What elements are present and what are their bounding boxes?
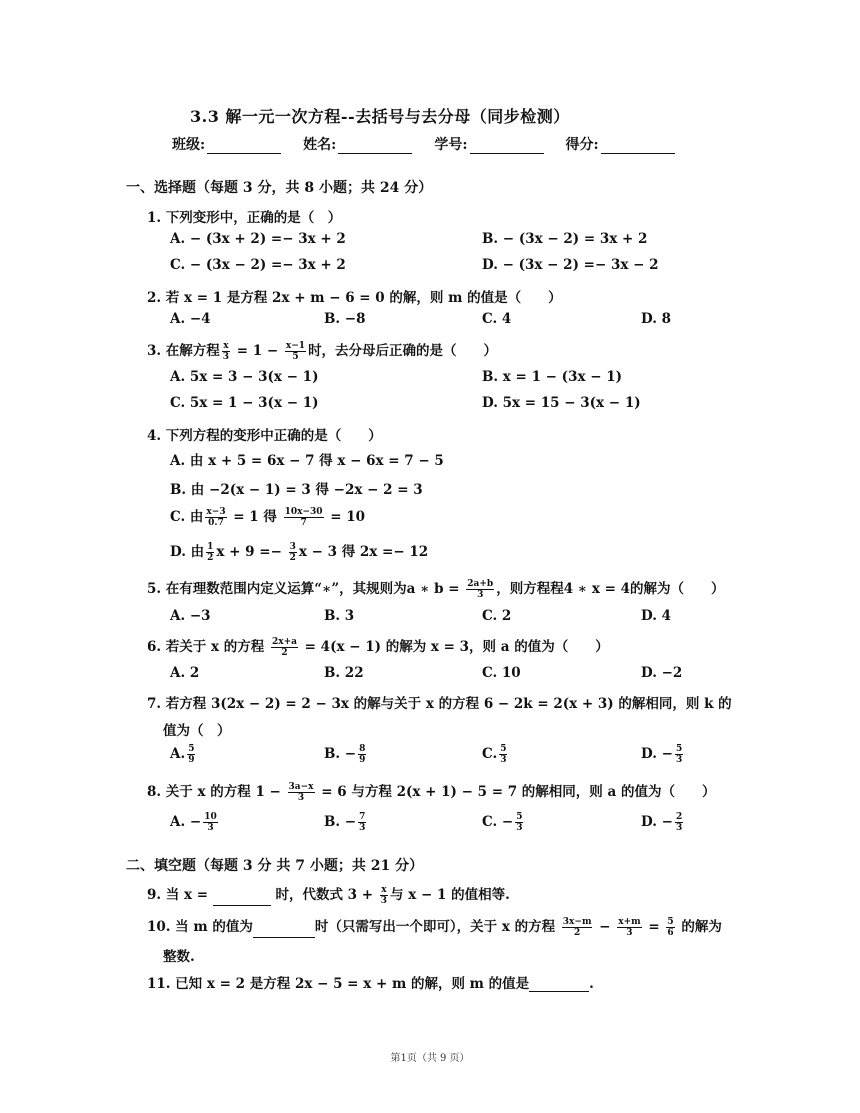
question-4-option-d: D. 由 $\frac{1}{2}$ x + 9 =− $\frac{3}{2}$ x − 3 得 2x =− 12 xyxy=(170,542,429,563)
fraction: $\frac{x-3}{0.7}$ xyxy=(206,507,226,528)
question-2-option-b: B. −8 xyxy=(324,311,366,327)
question-1-option-c: C. − (3x − 2) =− 3x + 2 xyxy=(170,257,346,273)
question-7-option-d: D. − $\frac{5}{3}$ xyxy=(641,744,683,765)
question-10-stem: 10. 当 m 的值为 时（只需写出一个即可），关于 x 的方程 $\frac{3x-m}{2}$ − $\frac{x+m}{3}$ = $\frac{5}{6}$ 的解为 xyxy=(147,917,722,938)
question-6-option-c: C. 10 xyxy=(482,665,521,681)
question-6-option-a: A. 2 xyxy=(170,665,200,681)
fraction: $\frac{5}{9}$ xyxy=(188,744,195,765)
question-8-option-b: B. − $\frac{7}{3}$ xyxy=(324,812,366,833)
question-5-option-c: C. 2 xyxy=(482,608,512,624)
question-3-option-d: D. 5x = 15 − 3(x − 1) xyxy=(482,395,641,411)
question-8-option-d: D. − $\frac{2}{3}$ xyxy=(641,812,683,833)
question-7-stem-line2: 值为（ ） xyxy=(163,723,231,739)
question-8-stem: 8. 关于 x 的方程 1 − $\frac{3a-x}{3}$ = 6 与方程 2(x + 1) − 5 = 7 的解相同，则 a 的值为（ ） xyxy=(147,782,716,803)
student-id-label: 学号: xyxy=(434,137,468,153)
question-2-option-a: A. −4 xyxy=(170,311,211,327)
question-8-option-a: A. − $\frac{10}{3}$ xyxy=(170,812,217,833)
question-4-stem: 4. 下列方程的变形中正确的是（ ） xyxy=(147,428,382,444)
question-4-option-c: C. 由 $\frac{x-3}{0.7}$ = 1 得 $\frac{10x-30}{7}$ = 10 xyxy=(170,507,366,528)
question-4-option-b: B. 由 −2(x − 1) = 3 得 −2x − 2 = 3 xyxy=(170,482,423,498)
fraction: $\frac{5}{3}$ xyxy=(516,812,523,833)
question-11-stem: 11. 已知 x = 2 是方程 2x − 5 = x + m 的解，则 m 的值是 . xyxy=(147,976,594,992)
fraction: $\frac{5}{3}$ xyxy=(675,744,683,765)
section-fill-heading: 二、填空题（每题 3 分 共 7 小题；共 21 分） xyxy=(126,858,424,874)
question-2-option-c: C. 4 xyxy=(482,311,512,327)
question-7-option-c: C. $\frac{5}{3}$ xyxy=(482,744,507,765)
question-2-option-d: D. 8 xyxy=(641,311,672,327)
name-label: 姓名: xyxy=(303,137,337,153)
class-field xyxy=(172,134,281,154)
fraction: $\frac{3a-x}{3}$ xyxy=(288,782,314,803)
fraction: $\frac{2}{3}$ xyxy=(675,812,683,833)
page-footer: 第1页（共 9 页） xyxy=(390,1053,470,1064)
question-1-stem: 1. 下列变形中，正确的是（ ） xyxy=(147,210,342,226)
fraction: $\frac{10x-30}{7}$ xyxy=(284,507,323,528)
question-7-option-a: A. $\frac{5}{9}$ xyxy=(170,744,195,765)
name-blank[interactable] xyxy=(338,139,412,154)
question-3-option-c: C. 5x = 1 − 3(x − 1) xyxy=(170,395,319,411)
question-9-stem: 9. 当 x = 时，代数式 3 + $\frac{x}{3}$ 与 x − 1 的值相等. xyxy=(147,885,510,906)
fraction: $\frac{x-1}{5}$ xyxy=(285,341,306,362)
fraction: $\frac{2x+a}{2}$ xyxy=(271,637,297,658)
score-label: 得分: xyxy=(565,137,599,153)
fraction: $\frac{x}{3}$ xyxy=(380,885,388,906)
question-5-stem: 5. 在有理数范围内定义运算“∗”，其规则为a ∗ b = $\frac{2a+b}{3}$ ，则方程程4 ∗ x = 4的解为（ ） xyxy=(147,579,725,600)
question-10-answer-blank[interactable] xyxy=(253,924,315,938)
name-field xyxy=(303,134,412,154)
page-title: 3.3 解一元一次方程--去括号与去分母（同步检测） xyxy=(190,107,570,126)
question-1-option-d: D. − (3x − 2) =− 3x − 2 xyxy=(482,257,659,273)
question-3-option-a: A. 5x = 3 − 3(x − 1) xyxy=(170,369,319,385)
question-5-option-b: B. 3 xyxy=(324,608,355,624)
question-3-stem: 3. 在解方程 $\frac{x}{3}$ = 1 − $\frac{x-1}{5}$ 时，去分母后正确的是（ ） xyxy=(147,341,498,362)
question-11-answer-blank[interactable] xyxy=(529,978,589,992)
question-5-option-a: A. −3 xyxy=(170,608,211,624)
question-7-stem: 7. 若方程 3(2x − 2) = 2 − 3x 的解与关于 x 的方程 6 − 2k = 2(x + 3) 的解相同，则 k 的 xyxy=(147,696,732,712)
question-5-option-d: D. 4 xyxy=(641,608,672,624)
fraction: $\frac{1}{2}$ xyxy=(207,542,214,563)
question-7-option-b: B. − $\frac{8}{9}$ xyxy=(324,744,366,765)
question-10-stem-line2: 整数. xyxy=(163,949,195,965)
student-id-blank[interactable] xyxy=(470,139,544,154)
question-1-option-a: A. − (3x + 2) =− 3x + 2 xyxy=(170,231,346,247)
class-label: 班级: xyxy=(172,137,206,153)
fraction: $\frac{5}{6}$ xyxy=(667,917,674,938)
question-9-answer-blank[interactable] xyxy=(213,892,271,906)
question-4-option-a: A. 由 x + 5 = 6x − 7 得 x − 6x = 7 − 5 xyxy=(170,453,444,469)
fraction: $\frac{7}{3}$ xyxy=(359,812,366,833)
section-choice-heading: 一、选择题（每题 3 分，共 8 小题；共 24 分） xyxy=(126,180,433,196)
fraction: $\frac{3x-m}{2}$ xyxy=(562,917,592,938)
fraction: $\frac{3}{2}$ xyxy=(289,542,296,563)
question-6-option-b: B. 22 xyxy=(324,665,364,681)
score-blank[interactable] xyxy=(601,139,675,154)
class-blank[interactable] xyxy=(207,139,281,154)
student-info-row xyxy=(172,134,697,154)
question-3-option-b: B. x = 1 − (3x − 1) xyxy=(482,369,622,385)
fraction: $\frac{x+m}{3}$ xyxy=(618,917,641,938)
fraction: $\frac{8}{9}$ xyxy=(359,744,366,765)
fraction: $\frac{2a+b}{3}$ xyxy=(467,579,494,600)
student-id-field xyxy=(434,134,543,154)
question-2-stem: 2. 若 x = 1 是方程 2x + m − 6 = 0 的解，则 m 的值是（ ） xyxy=(147,290,562,306)
question-8-option-c: C. − $\frac{5}{3}$ xyxy=(482,812,523,833)
fraction: $\frac{10}{3}$ xyxy=(204,812,217,833)
fraction: $\frac{5}{3}$ xyxy=(500,744,507,765)
fraction: $\frac{x}{3}$ xyxy=(222,341,230,362)
question-6-stem: 6. 若关于 x 的方程 $\frac{2x+a}{2}$ = 4(x − 1) 的解为 x = 3，则 a 的值为（ ） xyxy=(147,637,609,658)
question-6-option-d: D. −2 xyxy=(641,665,683,681)
question-1-option-b: B. − (3x − 2) = 3x + 2 xyxy=(482,231,648,247)
score-field xyxy=(566,134,675,154)
